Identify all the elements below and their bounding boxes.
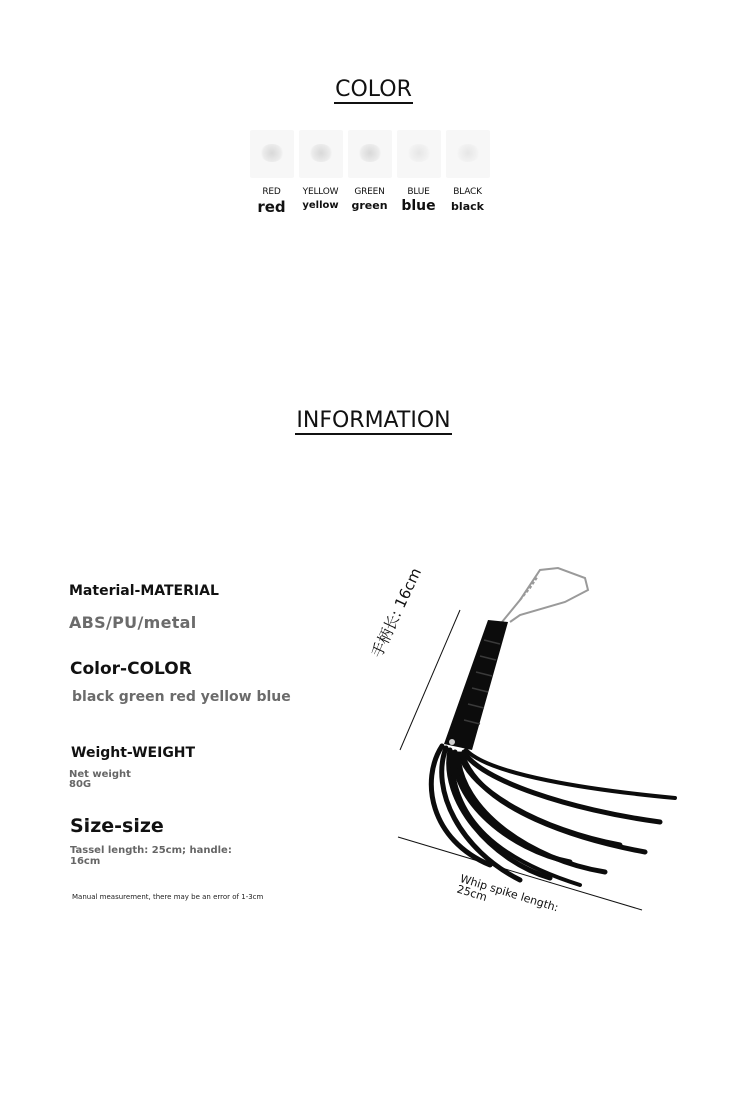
weight-title: Weight-WEIGHT xyxy=(71,745,196,761)
swatch-label-lower: red xyxy=(257,198,286,216)
swatch-label-lower: black xyxy=(451,200,484,213)
color-heading xyxy=(0,77,747,102)
yellow-product-thumbnail xyxy=(299,130,343,178)
chain-icon xyxy=(502,568,588,622)
handle-length-label: 手柄长: 16cm xyxy=(367,565,426,661)
color-value: black green red yellow blue xyxy=(72,689,291,705)
size-title: Size-size xyxy=(70,815,164,837)
whip-product-image xyxy=(380,560,700,920)
size-value: Tassel length: 25cm; handle: 16cm xyxy=(70,845,232,867)
swatch-yellow[interactable] xyxy=(296,130,345,216)
swatch-label-upper: RED xyxy=(262,187,281,197)
swatch-blue[interactable] xyxy=(394,130,443,216)
tassel-length-label: Whip spike length: 25cm xyxy=(455,872,560,915)
color-title: Color-COLOR xyxy=(70,659,192,679)
information-heading xyxy=(0,408,747,433)
swatch-label-lower: green xyxy=(351,199,388,212)
information-heading-text: INFORMATION xyxy=(296,408,451,433)
tassel-icon xyxy=(431,746,675,885)
blue-product-thumbnail xyxy=(397,130,441,178)
swatch-label-upper: GREEN xyxy=(354,187,385,197)
swatch-label-upper: BLACK xyxy=(453,187,482,197)
swatch-red[interactable] xyxy=(247,130,296,216)
green-product-thumbnail xyxy=(348,130,392,178)
measurement-note: Manual measurement, there may be an error of 1-3cm xyxy=(72,893,264,901)
color-swatch-list xyxy=(247,130,492,216)
handle-icon xyxy=(444,620,508,750)
swatch-label-upper: BLUE xyxy=(407,187,430,197)
material-title: Material-MATERIAL xyxy=(69,583,219,599)
swatch-green[interactable] xyxy=(345,130,394,216)
material-value: ABS/PU/metal xyxy=(69,613,197,632)
swatch-label-lower: yellow xyxy=(302,200,339,211)
swatch-label-lower: blue xyxy=(401,198,436,214)
red-product-thumbnail xyxy=(250,130,294,178)
swatch-black[interactable] xyxy=(443,130,492,216)
black-product-thumbnail xyxy=(446,130,490,178)
color-heading-text: COLOR xyxy=(335,77,412,102)
swatch-label-upper: YELLOW xyxy=(302,187,339,197)
weight-value: Net weight 80G xyxy=(69,769,131,790)
